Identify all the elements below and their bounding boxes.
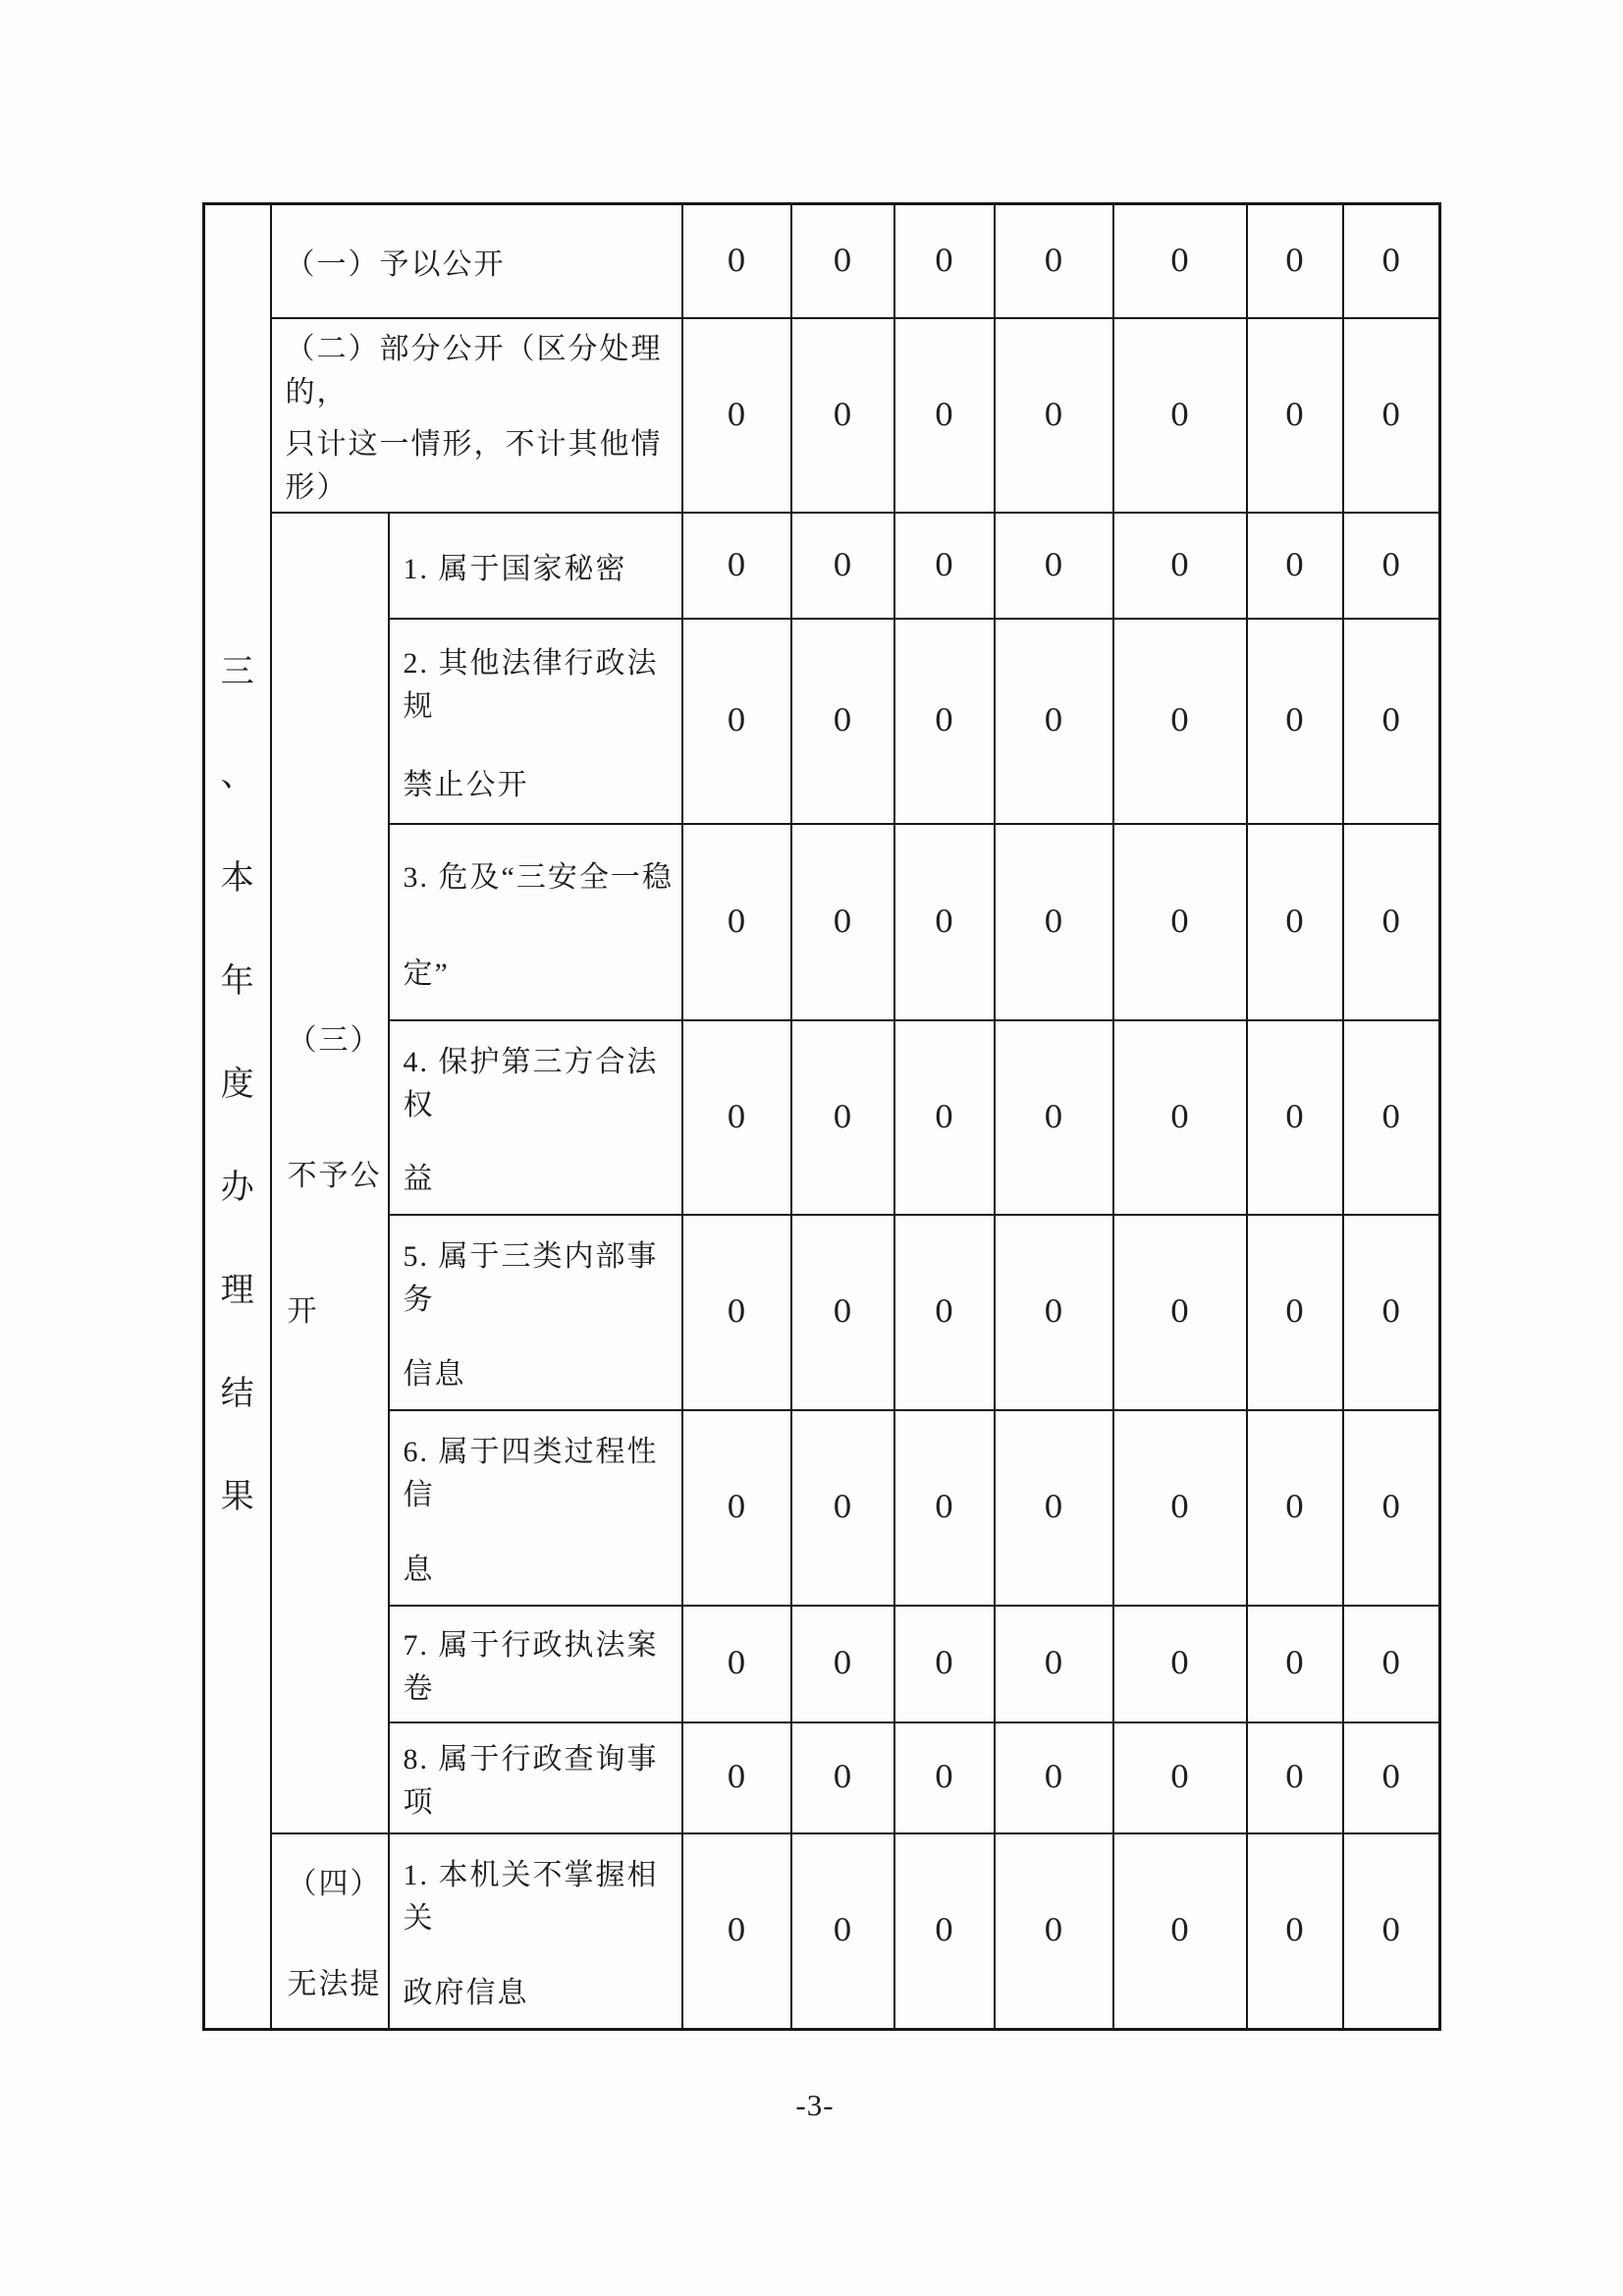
value-cell: 0: [894, 1722, 995, 1833]
value-cell: 0: [995, 619, 1113, 824]
row-label-cell: [389, 1215, 682, 1410]
group-label-line: 无法提: [287, 1968, 382, 2001]
value-cell: 0: [1247, 1722, 1343, 1833]
row-label: [390, 1022, 681, 1213]
row-label: [390, 1217, 681, 1408]
row-label: 8. 属于行政查询事项: [403, 1743, 659, 1819]
table-row: [204, 513, 1440, 619]
value-cell: 0: [894, 513, 995, 619]
value-cell: 0: [1247, 318, 1343, 513]
value-cell: 0: [1247, 1215, 1343, 1410]
row-label: [390, 1412, 681, 1604]
table-row: [204, 619, 1440, 824]
group-label-line: （四）: [287, 1868, 382, 1901]
value-cell: 0: [682, 1722, 791, 1833]
row-label-line: 禁止公开: [403, 769, 529, 802]
value-cell: 0: [791, 1410, 894, 1606]
value-cell: 0: [1343, 824, 1440, 1020]
value-cell: 0: [1343, 1410, 1440, 1606]
value-cell: 0: [1343, 1215, 1440, 1410]
value-cell: 0: [995, 1606, 1113, 1722]
vertical-title-char: 、: [220, 757, 254, 793]
value-cell: 0: [791, 1722, 894, 1833]
value-cell: 0: [1343, 1833, 1440, 2030]
value-cell: 0: [791, 204, 894, 318]
table-row: [204, 1020, 1440, 1215]
row-label-cell: [389, 1606, 682, 1722]
row-label-line: 6. 属于四类过程性信: [403, 1436, 659, 1512]
row-label-cell: [389, 1722, 682, 1833]
value-cell: 0: [1247, 1606, 1343, 1722]
section-title-cell: [204, 204, 271, 2030]
row-label: [390, 826, 681, 1018]
value-cell: 0: [682, 1020, 791, 1215]
row-label-line: 政府信息: [403, 1977, 529, 2010]
row-label-cell: [389, 824, 682, 1020]
row-label-line: 益: [403, 1163, 435, 1195]
value-cell: 0: [682, 204, 791, 318]
table-row: [204, 1215, 1440, 1410]
value-cell: 0: [682, 1833, 791, 2030]
row-label-cell: [389, 513, 682, 619]
row-label-cell: [389, 1833, 682, 2030]
value-cell: 0: [791, 1833, 894, 2030]
value-cell: 0: [995, 204, 1113, 318]
value-cell: 0: [1247, 619, 1343, 824]
row-label-cell: [271, 318, 682, 513]
vertical-title-char: 结: [220, 1376, 254, 1412]
value-cell: 0: [682, 318, 791, 513]
row-label-line: 5. 属于三类内部事务: [403, 1240, 659, 1317]
value-cell: 0: [1247, 1410, 1343, 1606]
value-cell: 0: [1247, 204, 1343, 318]
value-cell: 0: [894, 204, 995, 318]
value-cell: 0: [1113, 1410, 1247, 1606]
value-cell: 0: [995, 513, 1113, 619]
table-row: [204, 1722, 1440, 1833]
value-cell: 0: [1113, 1215, 1247, 1410]
value-cell: 0: [894, 1410, 995, 1606]
row-label: [272, 320, 681, 511]
value-cell: 0: [1343, 1020, 1440, 1215]
row-label-line: （二）部分公开（区分处理的，: [285, 333, 663, 409]
group-label-cell: [271, 1833, 389, 2030]
value-cell: 0: [995, 318, 1113, 513]
group-label-line: 开: [287, 1295, 319, 1328]
value-cell: 0: [791, 318, 894, 513]
value-cell: 0: [1113, 1606, 1247, 1722]
value-cell: 0: [995, 1833, 1113, 2030]
row-label: 7. 属于行政执法案卷: [403, 1629, 659, 1705]
value-cell: 0: [791, 1020, 894, 1215]
value-cell: 0: [682, 1410, 791, 1606]
value-cell: 0: [1343, 318, 1440, 513]
value-cell: 0: [791, 1215, 894, 1410]
vertical-title-char: 本: [220, 860, 254, 897]
value-cell: 0: [995, 1722, 1113, 1833]
table-row: [204, 204, 1440, 318]
value-cell: 0: [682, 619, 791, 824]
row-label: [390, 1834, 681, 2027]
group-label-line: 不予公: [287, 1160, 382, 1192]
row-label: [390, 621, 681, 822]
value-cell: 0: [1113, 318, 1247, 513]
value-cell: 0: [1343, 513, 1440, 619]
value-cell: 0: [1247, 824, 1343, 1020]
vertical-title-char: 理: [220, 1273, 254, 1309]
row-label-cell: [389, 1410, 682, 1606]
disclosure-results-table: [202, 202, 1441, 2031]
group-label-unable-provide: [272, 1834, 388, 2027]
value-cell: 0: [682, 1215, 791, 1410]
value-cell: 0: [894, 824, 995, 1020]
value-cell: 0: [995, 824, 1113, 1020]
vertical-title-char: 年: [220, 963, 254, 1000]
table-row: [204, 1833, 1440, 2030]
table-row: [204, 824, 1440, 1020]
row-label-line: 2. 其他法律行政法规: [403, 646, 659, 723]
row-label-cell: [389, 619, 682, 824]
value-cell: 0: [791, 619, 894, 824]
row-label-line: 1. 本机关不掌握相关: [403, 1859, 659, 1936]
value-cell: 0: [682, 824, 791, 1020]
value-cell: 0: [682, 513, 791, 619]
row-label-line: 3. 危及“三安全一稳: [403, 860, 674, 894]
row-label: （一）予以公开: [285, 247, 506, 281]
vertical-title-char: 度: [220, 1066, 254, 1103]
row-label-line: 定”: [403, 957, 450, 990]
value-cell: 0: [791, 513, 894, 619]
value-cell: 0: [995, 1410, 1113, 1606]
row-label-cell: [389, 1020, 682, 1215]
value-cell: 0: [995, 1020, 1113, 1215]
value-cell: 0: [894, 318, 995, 513]
row-label: 1. 属于国家秘密: [403, 552, 627, 585]
value-cell: 0: [894, 1833, 995, 2030]
table-row: [204, 318, 1440, 513]
value-cell: 0: [1343, 1722, 1440, 1833]
group-label-line: （三）: [287, 1024, 382, 1057]
value-cell: 0: [1113, 619, 1247, 824]
value-cell: 0: [1113, 824, 1247, 1020]
vertical-section-title: [205, 209, 270, 2025]
row-label-line: 息: [403, 1553, 435, 1586]
vertical-title-char: 办: [220, 1170, 254, 1206]
value-cell: 0: [682, 1606, 791, 1722]
vertical-title-char: 果: [220, 1479, 254, 1515]
value-cell: 0: [894, 1020, 995, 1215]
value-cell: 0: [1343, 1606, 1440, 1722]
value-cell: 0: [1113, 1020, 1247, 1215]
value-cell: 0: [1247, 1833, 1343, 2030]
row-label-line: 只计这一情形，不计其他情形）: [285, 428, 663, 504]
value-cell: 0: [1247, 1020, 1343, 1215]
row-label-cell: [271, 204, 682, 318]
table-row: [204, 1410, 1440, 1606]
row-label-line: 4. 保护第三方合法权: [403, 1046, 659, 1121]
value-cell: 0: [894, 1606, 995, 1722]
value-cell: 0: [1343, 204, 1440, 318]
group-label-no-disclosure: [272, 514, 388, 1832]
group-label-cell: [271, 513, 389, 1833]
table-row: [204, 1606, 1440, 1722]
value-cell: 0: [1113, 513, 1247, 619]
value-cell: 0: [791, 824, 894, 1020]
value-cell: 0: [1113, 1833, 1247, 2030]
value-cell: 0: [894, 1215, 995, 1410]
value-cell: 0: [791, 1606, 894, 1722]
value-cell: 0: [1113, 1722, 1247, 1833]
value-cell: 0: [894, 619, 995, 824]
value-cell: 0: [1343, 619, 1440, 824]
value-cell: 0: [1113, 204, 1247, 318]
row-label-line: 信息: [403, 1357, 466, 1391]
value-cell: 0: [1247, 513, 1343, 619]
page-number: -3-: [795, 2088, 835, 2122]
vertical-title-char: 三: [220, 654, 254, 690]
value-cell: 0: [995, 1215, 1113, 1410]
